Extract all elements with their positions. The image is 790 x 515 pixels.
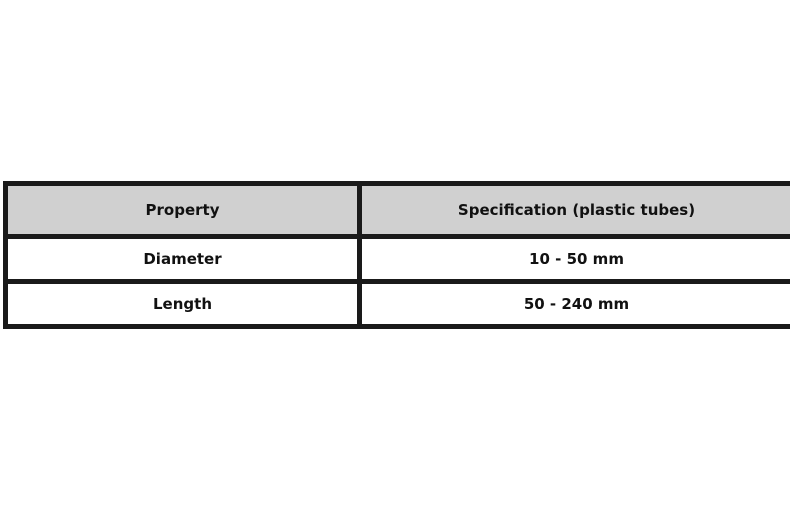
- cell-value-diameter: 10 - 50 mm: [360, 237, 790, 282]
- cell-value-length: 50 - 240 mm: [360, 282, 790, 327]
- table-header-row: [6, 184, 790, 237]
- header-property: Property: [6, 184, 360, 237]
- specification-table: [3, 181, 790, 329]
- header-specification: Specification (plastic tubes): [360, 184, 790, 237]
- table-row: [6, 282, 790, 327]
- cell-property-length: Length: [6, 282, 360, 327]
- cell-property-diameter: Diameter: [6, 237, 360, 282]
- table-row: [6, 237, 790, 282]
